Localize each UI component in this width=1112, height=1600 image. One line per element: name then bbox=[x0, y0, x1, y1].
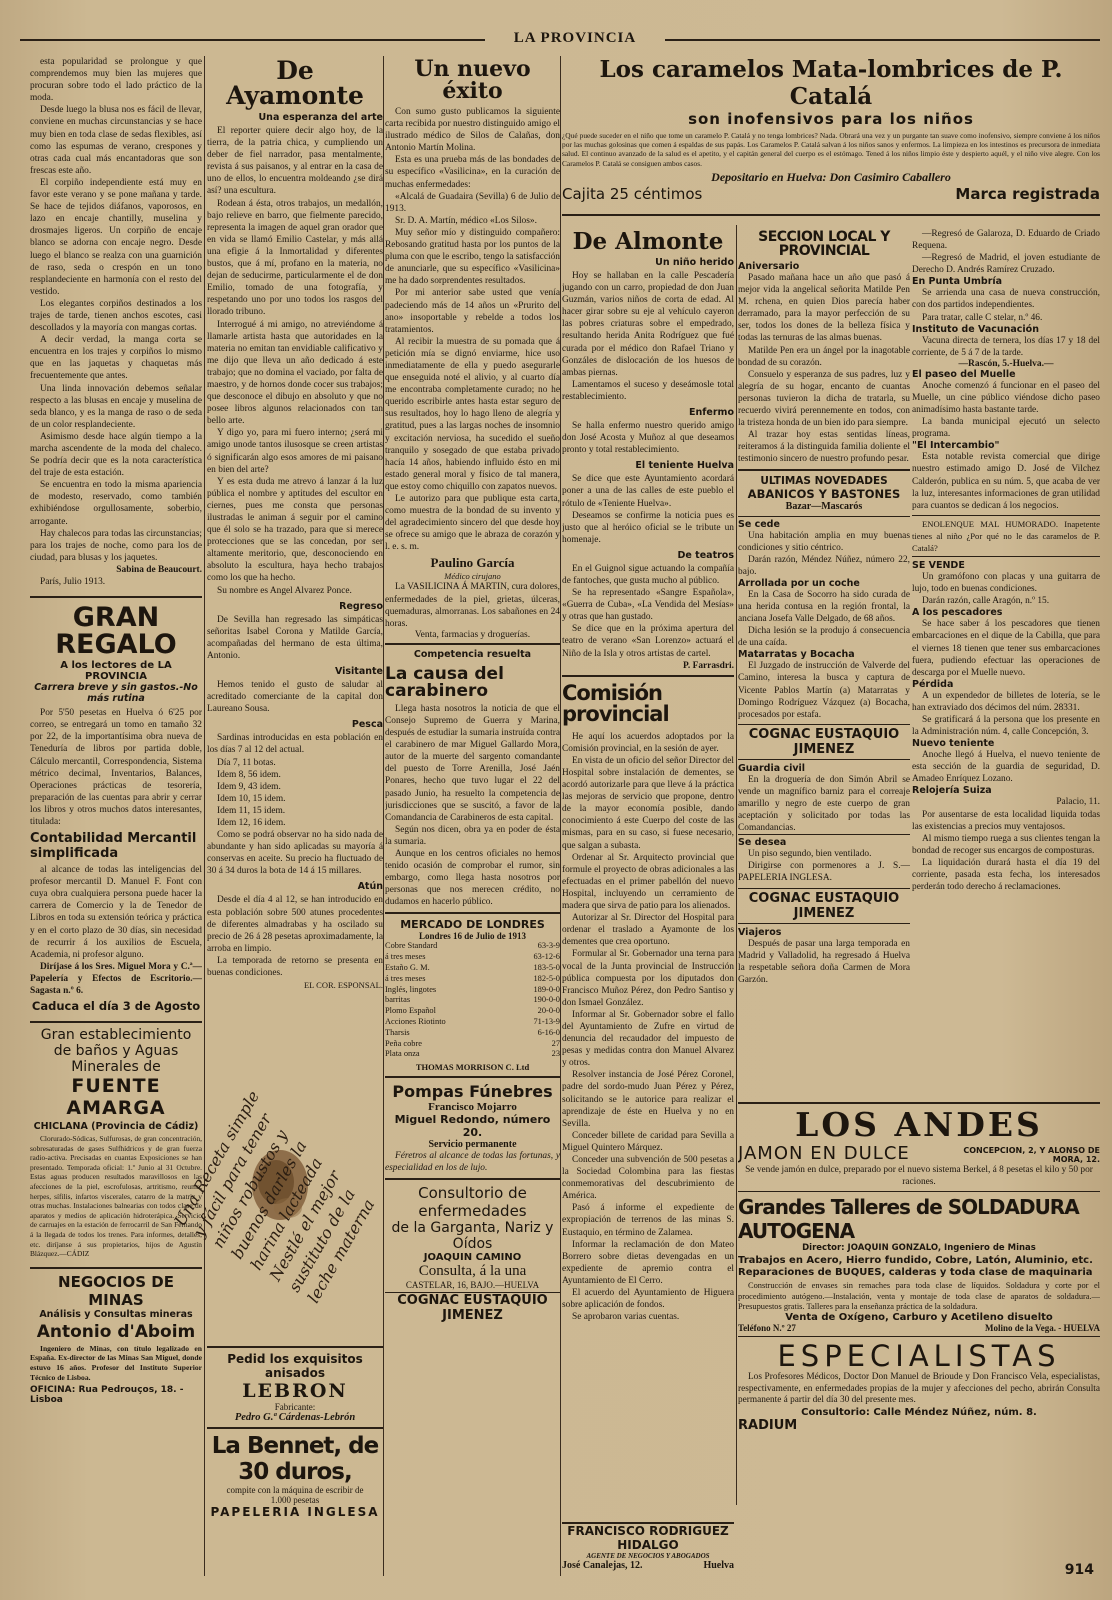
section-heading: Se cede bbox=[738, 516, 910, 530]
article-paragraph: Se encuentra en todo la misma apariencia de modesto, reservado, como también exhibiéndose orgullosamente, soberbio, arrogante. bbox=[30, 480, 202, 527]
talleres-title: Grandes Talleres de SOLDADURA AUTOGENA bbox=[738, 1195, 1079, 1244]
enolenque-ad: ENOLENQUE MAL HUMORADO. Inapetente tienes al niño ¿Por qué no le das caramelos de P. Catalá? bbox=[912, 515, 1100, 557]
hidalgo-street: José Canalejas, 12. bbox=[562, 1560, 643, 1571]
bennet-price: 1.000 pesetas bbox=[270, 1495, 320, 1505]
article-paragraph: En la Casa de Socorro ha sido curada de una herida contusa en la región frontal, la anciana Josefa Valle Delgado, de 68 años. bbox=[738, 589, 910, 625]
mercado-item: Acciones Riotinto bbox=[385, 1017, 446, 1027]
mercado-price: 190-0-0 bbox=[533, 995, 560, 1005]
pompas-text: Féretros al alcance de todas las fortunas, y especialidad en los de lujo. bbox=[385, 1151, 560, 1174]
caramelos-price: Cajita 25 céntimos bbox=[562, 184, 703, 203]
mercado-item: Plomo Español bbox=[385, 1006, 436, 1016]
column-5a bbox=[738, 228, 910, 1098]
section-heading: Arrollada por un coche bbox=[738, 577, 860, 589]
mercado-price: 189-0-0 bbox=[533, 984, 560, 994]
article-paragraph: Muy señor mío y distinguido compañero: Rebosando gratitud hasta por los puntos de la pluma con que le escribo, tengo la satisfacción de anunciarle, que su específico «Vasilicina» me ha dado sorprendentes resultados. bbox=[385, 227, 560, 287]
vacuna-address: —Rascón, 5.-Huelva.— bbox=[958, 358, 1054, 369]
gran-regalo-text: Por 5'50 pesetas en Huelva ó 6'25 por correo, se entregará un tomo en tamaño 32 por 22, de la importantísima obra nueva de Teneduría de libros por partida doble, Cálculo mercantil, Correspondencia, Sistema métrico decimal, Inventarios, Balances, Operaciones prácticas de tesorería, preparación de las cuentas para abrir y cerrar los libros y otros muchos datos interesantes, titulada: bbox=[30, 708, 202, 827]
mercado-row bbox=[385, 952, 560, 963]
consultorio-doctor: JOAQUIN CAMINO bbox=[423, 1252, 522, 1264]
signature: EL COR. ESPONSAL. bbox=[303, 980, 383, 991]
article-paragraph: Matilde Pen era un ángel por la inagotable bondad de su corazón. bbox=[738, 345, 910, 368]
bazar-products: ABANICOS Y BASTONES bbox=[747, 486, 901, 501]
section-heading: De teatros bbox=[677, 549, 734, 561]
jamon-address: CONCEPCION, 2, Y ALONSO DE MORA, 12. bbox=[963, 1146, 1100, 1164]
mercado-price: 183-5-0 bbox=[533, 963, 560, 973]
especialistas-ad bbox=[738, 1337, 1100, 1435]
article-paragraph: Se halla enfermo nuestro querido amigo don José Acosta y Muñoz al que deseamos pronto y total restablecimiento. bbox=[562, 421, 734, 456]
article-paragraph: A decir verdad, la manga corta se encuentra en los trajes y corpiños lo mismo que en las jaquetas y chaquetas más frecuentemente que antes. bbox=[30, 335, 202, 382]
jamon-text: Se vende jamón en dulce, preparado por el nuevo sistema Berkel, á 8 pesetas el kilo y 50 por raciones. bbox=[745, 1165, 1093, 1188]
article-paragraph: Conceder una subvención de 500 pesetas a la Sociedad Colombina para las fiestas conmemorativas del descubrimiento de América. bbox=[562, 1155, 734, 1202]
mercado-row bbox=[385, 1049, 560, 1060]
banos-place: CHICLANA (Provincia de Cádiz) bbox=[33, 1121, 199, 1133]
gran-regalo-sub2: Carrera breve y sin gastos.-No más rutina bbox=[34, 682, 198, 705]
article-paragraph: Consuelo y esperanza de sus padres, luz y alegría de su hogar, encanto de cuantas personas tuvieron la dicha de tratarla, su recuerdo vivirá perennemente en todos, con la tristeza honda de un bien ido para siempre. bbox=[738, 369, 910, 429]
banos-ad bbox=[30, 1021, 202, 1263]
article-paragraph: Esta notable revista comercial que dirige nuestro estimado amigo D. José de Vilchez Calderón, publica en su núm. 5, que acaba de ver la luz, interesantes informaciones de gran utilidad para cuantos se dedican á los negocios. bbox=[912, 452, 1100, 511]
masthead bbox=[20, 30, 1100, 48]
handwriting-text: Una Receta simple y fácil para tener niños robustos y buenos darles la harina lacteada Nestlé el mejor sustituto de la leche materna bbox=[170, 1087, 379, 1307]
hidalgo-name: FRANCISCO RODRIGUEZ HIDALGO bbox=[567, 1524, 729, 1552]
bazar-name: Bazar—Mascarós bbox=[785, 500, 863, 512]
bottom-right-ads bbox=[738, 1102, 1100, 1572]
mercado-price: 6-16-0 bbox=[537, 1027, 560, 1037]
column-rule bbox=[560, 56, 561, 1576]
article-paragraph: Dicha lesión se la produjo á consecuencia de una caída. bbox=[738, 626, 910, 649]
article-paragraph: Asimismo desde hace algún tiempo a la marcha ascendente de la moda del chaleco. Se podría decir que es la nota característica del traje de esta estación. bbox=[30, 431, 202, 479]
gran-regalo-ad bbox=[30, 596, 202, 1017]
minas-text: Ingeniero de Minas, con título legalizado en España. Ex-director de las Minas San Miguel, donde estuvo 16 años. Profesor del Instituto Superior Técnico de Lisboa. bbox=[30, 1343, 202, 1382]
section-heading: Pesca bbox=[351, 719, 383, 731]
cognac-ad: COGNAC EUSTAQUIO JIMENEZ bbox=[738, 888, 910, 924]
mercado-price: 27 bbox=[551, 1038, 560, 1048]
pesca-row: Día 7, 11 botas. bbox=[217, 757, 276, 768]
caramelos-subtitle: son inofensivos para los niños bbox=[688, 110, 974, 128]
hidalgo-city: Huelva bbox=[703, 1560, 734, 1571]
pompas-service: Servicio permanente bbox=[428, 1139, 517, 1151]
article-paragraph: Anoche llegó á Huelva, el nuevo teniente de esta sección de la guardia de seguridad, D. Amadeo Enríquez Lozano. bbox=[912, 750, 1100, 785]
hidalgo-ad bbox=[562, 1522, 734, 1571]
newspaper-title: LA PROVINCIA bbox=[513, 30, 637, 46]
minas-sub: Análisis y Consultas mineras bbox=[39, 1308, 193, 1320]
article-paragraph: Pasado mañana hace un año que pasó á mejor vida la angelical señorita Matilde Pen M. rchena, en quien Dios parecía haber derramado, para la mayor perfección de su ser, todos los dones de la belleza física y todas las ternuras de las almas buenas. bbox=[738, 273, 910, 344]
section-heading: Enfermo bbox=[689, 407, 734, 419]
article-paragraph: Y es esta duda me atrevo á lanzar á la luz pública el nombre y aptitudes del escultor en ciernes, pues me consta que personas ilustradas le animan á seguir por el camino que él solo se ha trazado, para que si merece protecciones que se las concedan, por ser altamente meritorio, que, desconociendo en absoluto la escultura, haya hecho trabajos como los que ha hecho. bbox=[207, 476, 383, 584]
caramelos-trademark: Marca registrada bbox=[955, 184, 1100, 203]
article-paragraph: A un expendedor de billetes de lotería, se le han extraviado dos décimos del núm. 28331. bbox=[912, 690, 1100, 713]
caramelos-footer bbox=[562, 185, 1100, 203]
caramelos-text: ¿Qué puede suceder en el niño que tome un caramelo P. Catalá y no tenga lombrices? Nada. Obrará una vez y un purgante tan suave como inofensivo, siempre conviene á los niños por las muchas golosinas que comen á espaldas de sus papás. Los Caramelos P. Catalá salvan á los niños sanos y enfermos. La limpieza en los intestinos es precursora de inmediata salud. El continuo avanzado de la salud es el apetito, y el capitán general del cuerpo es el estómago. Tened á los niños limpio éste y despierto aquél, y el niño vive alegre. Con los Caramelos P. Catalá se consiguen ambos casos. bbox=[562, 131, 1100, 168]
page-number: 914 bbox=[1064, 1562, 1094, 1578]
vasilicina-ad: La VASILICINA Á MARTIN, cura dolores, enfermedades de la piel, grietas, úlceras, quemaduras, almorranas. Los sabañones en 24 horas. bbox=[385, 582, 560, 629]
banos-name: FUENTE AMARGA bbox=[66, 1075, 166, 1120]
gran-regalo-book: Contabilidad Mercantil simplificada bbox=[30, 831, 197, 862]
pesca-row: Idem 12, 16 idem. bbox=[217, 817, 286, 828]
hidalgo-address bbox=[562, 1560, 734, 1571]
section-heading: Guardia civil bbox=[738, 762, 806, 774]
article-paragraph: Rodean á ésta, otros trabajos, un medallón, bajo relieve en barro, que fielmente parecido, representa la imagen de aquel gran orador que en vida se llamó Emilio Castelar, y más allá una efigie á la Inmortalidad y diferentes bustos, que á mí, profano en la materia, no dejan de seducirme, particularmente el de don Emilio, tomado de una fotografía, y respetando uno por uno todos los rasgos del llorado tribuno. bbox=[207, 198, 383, 318]
article-paragraph: Una linda innovación debemos señalar respecto a las blusas en encaje y muselina de seda blanco, y es la manga de raso o de seda de un color resplandeciente. bbox=[30, 383, 202, 430]
bazar-ad bbox=[738, 469, 910, 516]
mercado-row bbox=[385, 941, 560, 952]
section-heading: Se desea bbox=[738, 834, 910, 848]
column-3 bbox=[385, 56, 560, 1586]
column-rule bbox=[383, 56, 384, 1576]
article-subtitle: Una esperanza del arte bbox=[258, 112, 383, 123]
gran-regalo-caduca: Caduca el día 3 de Agosto bbox=[31, 999, 201, 1014]
dateline: París, Julio 1913. bbox=[40, 577, 106, 588]
article-paragraph: En vista de un oficio del señor Director del Hospital sobre instalación de dementes, se acordó autorizarle para que lleve á la práctica las mejoras de servicio que propone, dentro de la mayor economía posible, dando conocimiento á este Cuerpo del coste de las mismas, para en su caso, si fuese necesario, que salgan a subasta. bbox=[562, 755, 734, 851]
section-heading: Nuevo teniente bbox=[912, 738, 995, 750]
article-paragraph: Los elegantes corpiños destinados a los trajes de tarde, tienen anchos escotes, casi descollados y la mayoría con mangas cortas. bbox=[30, 298, 202, 334]
article-paragraph: En la droguería de don Simón Abril se vende un magnífico barniz para el correaje amarillo y negro de este cuerpo de gran aceptación y solicitado por todas las Comandancias. bbox=[738, 774, 910, 834]
article-paragraph: Al recibir la muestra de su pomada que á petición mía se dignó enviarme, hice uso inmediatamente de ella y puedo asegurarle que enseguida noté el alivio, y al cuarto día me encontraba completamente curado; no he querido escribirle antes hasta estar seguro de sus resultados, hoy lo hago lleno de alegría y gratitud, pues a las largas noches de insomnio y excitación nerviosa, ha sucedido el sueño tranquilo y sosegado de que estaba privado hacía 14 años, habiendo influido ésto en mi estado general moral y físico de tal manera, que estoy como chiquillo con zapatos nuevos. bbox=[385, 336, 560, 492]
section-heading: "El Intercambio" bbox=[912, 440, 1000, 452]
cognac-ad: COGNAC EUSTAQUIO JIMENEZ bbox=[738, 724, 910, 760]
article-paragraph: Un gramófono con placas y una guitarra de lujo, todo en buenas condiciones. bbox=[912, 572, 1100, 595]
talleres-director: Director: JOAQUIN GONZALO, Ingeniero de Minas bbox=[802, 1243, 1036, 1254]
article-paragraph: Dirigirse con pormenores a J. S.—PAPELERIA INGLESA. bbox=[738, 861, 910, 884]
article-paragraph: Desde el día 4 al 12, se han introducido en esta población sobre 500 atunes procedentes de diferentes almadrabas y ha oscilado su precio de 26 á 28 pesetas aproximadamente, la arroba en limpio. bbox=[207, 895, 383, 954]
mercado-row bbox=[385, 985, 560, 996]
letter-signer-title: Médico cirujano bbox=[444, 571, 501, 582]
consultorio-hours: Consulta, á la una bbox=[418, 1263, 527, 1280]
article-title-carabinero: La causa del carabinero bbox=[385, 663, 504, 701]
article-paragraph: Al trazar hoy estas sentidas líneas, reiteramos á la distinguida familia doliente el testimonio sincero de nuestro profundo pesar. bbox=[738, 430, 910, 465]
nestle-handwritten-ad bbox=[170, 1087, 380, 1307]
article-paragraph: Darán razón, Méndez Núñez, número 22, bajo. bbox=[738, 554, 910, 577]
article-paragraph: Con sumo gusto publicamos la siguiente carta recibida por nuestro distinguido amigo el ilustrado médico de Silos de Calañas, don Antonio Martín Molina. bbox=[385, 107, 560, 154]
article-paragraph: El acuerdo del Ayuntamiento de Higuera sobre aplicación de fondos. bbox=[562, 1288, 734, 1311]
gran-regalo-text3: Diríjase á los Sres. Miguel Mora y C.ª—Papelería y Efectos de Escritorio.—Sagasta n.º 6. bbox=[30, 961, 202, 996]
section-heading: Visitante bbox=[334, 666, 383, 678]
article-paragraph: He aquí los acuerdos adoptados por la Comisión provincial, en la sesión de ayer. bbox=[562, 731, 734, 754]
section-heading: El paseo del Muelle bbox=[912, 368, 1016, 380]
column-4 bbox=[562, 228, 734, 1578]
mercado-item: Peña cobre bbox=[385, 1038, 422, 1048]
mercado-row bbox=[385, 974, 560, 985]
article-paragraph: El Juzgado de instrucción de Valverde del Camino, interesa la busca y captura de Vicente Pablos Martín (a) Matarratas y Domingo Rodríguez Vázquez (a) Bocacha, procesados por estafa. bbox=[738, 661, 910, 720]
mercado-price: 63-12-6 bbox=[533, 952, 560, 962]
article-paragraph: Hay chalecos para todas las circunstancias; para los trajes de noche, como para los de ciudad, para blusas y los jaquetes. bbox=[30, 528, 202, 563]
mercado-row bbox=[385, 963, 560, 974]
lebron-ad bbox=[207, 1346, 383, 1523]
column-rule bbox=[204, 56, 205, 1576]
section-title-local: SECCION LOCAL Y PROVINCIAL bbox=[758, 229, 890, 259]
article-paragraph: Ordenar al Sr. Arquitecto provincial que formule el proyecto de obras adicionales a las efectuadas en el primer pabellón del nuevo Hospital, incluyendo un cerramiento de madera que sirva de patio para los alienados. bbox=[562, 852, 734, 912]
divider bbox=[562, 214, 1100, 216]
article-paragraph: Un piso segundo, bien ventilado. bbox=[748, 849, 872, 860]
bennet-seller: PAPELERIA INGLESA bbox=[210, 1505, 380, 1519]
article-paragraph: Deseamos se confirme la noticia pues es justo que al heróico oficial se le tribute un homenaje. bbox=[562, 510, 734, 545]
section-heading: A los pescadores bbox=[912, 607, 1003, 619]
caramelos-depositario: Depositario en Huelva: Don Casimiro Caballero bbox=[711, 169, 951, 184]
article-paragraph: —Regresó de Madrid, el joven estudiante de Derecho D. Andrés Ramírez Cruzado. bbox=[912, 253, 1100, 276]
mercado-item: á tres meses bbox=[385, 952, 426, 962]
hidalgo-profession: AGENTE DE NEGOCIOS Y ABOGADOS bbox=[586, 1552, 710, 1560]
article-paragraph: Se hace saber á los pescadores que tienen embarcaciones en el dique de la Cabilla, que para el viernes 18 tienen que tener sus embarcaciones fuera, pudiendo efectuar las operaciones de descarga por el Muelle nuevo. bbox=[912, 619, 1100, 678]
article-title-exito: Un nuevo éxito bbox=[414, 56, 531, 104]
gran-regalo-text2: al alcance de todas las inteligencias del profesor mercantil D. Manuel F. Font con cuya obra cualquiera persona puede hacer la carrera de Comercio y la de Tenedor de Libros en toda su extensión teórica y práctica y en el corto plazo de 30 días, sin necesidad de recurrir á los auxilios de Escuela, Academia, ni profesor alguno. bbox=[30, 865, 202, 960]
consultorio-specialty: de la Garganta, Nariz y Oídos bbox=[391, 1220, 554, 1253]
section-heading: Competencia resuelta bbox=[413, 648, 532, 660]
banos-title: Gran establecimiento de baños y Aguas Minerales de bbox=[40, 1027, 192, 1076]
article-paragraph: En el Guignol sigue actuando la compañía de fantoches, que gusta mucho al público. bbox=[562, 563, 734, 586]
pesca-row: Idem 10, 15 idem. bbox=[217, 793, 286, 804]
pompas-owner: Francisco Mojarro bbox=[428, 1101, 517, 1114]
article-paragraph: Pasó á informe el expediente de expropiación de terrenos de las minas S. Eustaquio, en término de Zalamea. bbox=[562, 1203, 734, 1238]
article-title-comision: Comisión provincial bbox=[562, 680, 669, 726]
minas-name: Antonio d'Aboim bbox=[36, 1321, 196, 1342]
article-paragraph: Se dice que en la próxima apertura del teatro de verano «San Lorenzo» actuará el Niño de la Isla y otros artistas de cartel. bbox=[562, 624, 734, 659]
article-paragraph: Se aprobaron varias cuentas. bbox=[572, 1312, 680, 1323]
section-heading: Matarratas y Bocacha bbox=[738, 649, 855, 661]
bazar-title: ULTIMAS NOVEDADES bbox=[760, 474, 888, 487]
article-paragraph: Conceder billete de caridad para Sevilla a Miguel Quintero Márquez. bbox=[562, 1130, 734, 1153]
article-paragraph: Su nombre es Angel Alvarez Ponce. bbox=[217, 585, 352, 596]
lebron-headline: Pedid los exquisitos anisados bbox=[227, 1352, 363, 1380]
relojeria-address: Palacio, 11. bbox=[1056, 797, 1100, 808]
section-heading: El teniente Huelva bbox=[635, 460, 734, 472]
section-heading: Un niño herido bbox=[655, 257, 734, 268]
letter-signer: Paulino García bbox=[430, 555, 515, 571]
los-andes-row bbox=[738, 1143, 1100, 1164]
minas-title: NEGOCIOS DE MINAS bbox=[58, 1272, 174, 1309]
mercado-item: Tharsis bbox=[385, 1027, 410, 1037]
article-paragraph: Sardinas introducidas en esta población en los días 7 al 12 del actual. bbox=[207, 733, 383, 756]
article-paragraph: Según nos dicen, obra ya en poder de ésta la sumaria. bbox=[385, 824, 560, 847]
article-paragraph: Interrogué á mi amigo, no atreviéndome á llamarle artista hasta que autoridades en la materia no emitan tan envidiable calificativo y me dijo que lleva un año dedicado á este trabajo; que no domina el vaciado, por falta de maestro, y de hornos donde cocer sus trabajos; que desconoce el dibujo en absoluto y que no posee libros algunos relacionados con tan bello arte. bbox=[207, 319, 383, 427]
article-title-ayamonte: De Ayamonte bbox=[226, 56, 364, 110]
article-paragraph: La liquidación durará hasta el día 19 del corriente, pasada esta fecha, los interesados perderán todo derecho á reclamaciones. bbox=[912, 857, 1100, 893]
article-paragraph: Formular al Sr. Gobernador una terna para vocal de la Junta provincial de Instrucción pública compuesta por los diputados don Francisco Muñoz Pérez, don Pedro Santiso y don Ismael González. bbox=[562, 949, 734, 1008]
article-paragraph: La banda municipal ejecutó un selecto programa. bbox=[912, 417, 1100, 440]
lebron-fabricante-label: Fabricante: bbox=[274, 1402, 316, 1412]
cognac-ad: COGNAC EUSTAQUIO JIMENEZ bbox=[385, 1292, 560, 1323]
mercado-item: Inglés, lingotes bbox=[385, 984, 437, 994]
article-paragraph: Lamentamos el suceso y deseámosle total restablecimiento. bbox=[562, 379, 734, 402]
pesca-row: Idem 8, 56 idem. bbox=[217, 769, 281, 780]
article-paragraph: Se ha representado «Sangre Española», «Guerra de Cuba», «La Vendida del Mesías» y otras que han gustado. bbox=[562, 588, 734, 623]
article-paragraph: Informar al Sr. Gobernador sobre el fallo del Ayuntamiento de Zufre en virtud de denuncia del recaudador del impuesto de pesas y medidas contra don Manuel Alvarez y otros. bbox=[562, 1009, 734, 1069]
los-andes-title: LOS ANDES bbox=[795, 1105, 1043, 1144]
consultorio-title: Consultorio de enfermedades bbox=[418, 1184, 527, 1221]
article-paragraph: Una habitación amplia en muy buenas condiciones y sitio céntrico. bbox=[738, 530, 910, 553]
article-paragraph: Para tratar, calle C stelar, n.º 46. bbox=[922, 312, 1043, 323]
column-rule bbox=[736, 225, 737, 1505]
talleres-ad bbox=[738, 1192, 1100, 1337]
gran-regalo-title: GRAN REGALO bbox=[55, 602, 177, 661]
los-andes-ad bbox=[738, 1102, 1100, 1192]
mercado-price: 20-0-0 bbox=[537, 1006, 560, 1016]
section-heading: Regreso bbox=[339, 600, 383, 612]
bennet-text: compite con la máquina de escribir de bbox=[226, 1485, 364, 1495]
mercado-item: barritas bbox=[385, 995, 411, 1005]
talleres-phone: Teléfono N.º 27 bbox=[738, 1323, 796, 1334]
talleres-text: Construcción de envases sin remaches para toda clase de líquidos. Soldadura y corte por el procedimiento autógeno.—Instalación, venta y montaje de toda clase de aparatos de soldadura.—Presupuestos gratis. Talleres para la enseñanza práctica de la soldadura. bbox=[738, 1281, 1100, 1311]
section-heading: SE VENDE bbox=[912, 560, 965, 572]
signature: Sabina de Beaucourt. bbox=[116, 564, 202, 575]
article-paragraph: El reporter quiere decir algo hoy, de la tierra, de la patria chica, y cumpliendo un deber de fiel narrador, pasa mentalmente, revista á sus paisanos, y al entrar en la casa de uno de ellos, lo encuentra moldeando ¿se dirá así? una escultura. bbox=[207, 126, 383, 197]
article-paragraph: —Regresó de Galaroza, D. Eduardo de Criado Requena. bbox=[912, 229, 1100, 252]
lebron-fabricante: Pedro G.ª Cárdenas-Lebrón bbox=[234, 1412, 356, 1423]
radium-label: RADIUM bbox=[738, 1417, 798, 1433]
article-paragraph: Autorizar al Sr. Director del Hospital para ordenar el traslado a Ayamonte de los dementes que crea oportuno. bbox=[562, 913, 734, 948]
article-paragraph: Hoy se hallaban en la calle Pescadería jugando con un carro, propiedad de don Juan Guzmán, varios niños de corta de edad. Al hacer girar sobre su eje al vehículo cayeron las pobres criaturas sobre el empedrado, resultando herida Anita Rodríguez que fué curada por el médico don Rafael Triano y Gonzáles de dislocación de los huesos de ambas piernas. bbox=[562, 271, 734, 378]
banos-text: Clorurado-Sódicas, Sulfurosas, de gran concentración, sobresaturadas de gases Sulfhídricos y de gran fuerza radio-activa. Precisadas en cuantas Exposiciones se han presentado. Temporada oficial: 1.º Junio al 31 Octubre. Estas aguas producen resultados maravillosos en las afecciones de la piel, escrofulosas, artritismo, reuma, herpes, sífilis, infartos viscerales, catarro de la matriz y otras muchas. Instalaciones balnearias con todos clase de aparatos y medios de aplicación hidroterápica. Servicio de carruajes en la estación de ferrocarril de San Fernando á la llegada de todos los trenes. Para informes, detalles, etc. diríjanse á sus propietarios, hijos de Agustín Blázquez.—CÁDIZ bbox=[30, 1134, 202, 1259]
column-1 bbox=[30, 56, 202, 1586]
mercado-price: 182-5-0 bbox=[533, 973, 560, 983]
article-paragraph: Le autorizo para que publique esta carta, como muestra de la bondad de su invento y del agradecimiento sincero del que desde hoy se ofrece su amigo que le abraza de corazón y l. e. s. m. bbox=[385, 494, 560, 553]
pompas-ad bbox=[385, 1076, 560, 1178]
article-paragraph: Se dice que este Ayuntamiento acordará poner a una de las calles de este pueblo el rótulo de «Teniente Huelva». bbox=[562, 474, 734, 509]
caramelos-ad bbox=[562, 56, 1100, 216]
article-paragraph: Se gratificará á la persona que los presente en la Administración núm. 4, calle Concepción, 3. bbox=[912, 715, 1100, 738]
bennet-headline: La Bennet, de 30 duros, bbox=[211, 1433, 379, 1485]
masthead-rule-right bbox=[665, 39, 1100, 41]
section-heading: Viajeros bbox=[738, 926, 782, 938]
especialistas-address: Consultorio: Calle Méndez Núñez, núm. 8. bbox=[801, 1406, 1037, 1418]
talleres-oxygen: Venta de Oxígeno, Carburo y Acetileno disuelto bbox=[785, 1312, 1053, 1324]
pompas-address: Miguel Redondo, número 20. bbox=[394, 1113, 551, 1140]
mercado-item: Estaño G. M. bbox=[385, 963, 430, 973]
mercado-row bbox=[385, 1006, 560, 1017]
article-paragraph: esta popularidad se prolongue y que comprendemos muy bien las mujeres que procuran sobre todo el lado práctico de la moda. bbox=[30, 57, 202, 104]
pesca-row: Idem 9, 43 idem. bbox=[217, 781, 281, 792]
article-paragraph: Resolver instancia de José Pérez Coronel, padre del sordo-mudo Juan Pérez y Pérez, solicitando se le autorice para realizar el aprendizaje de éste en Huelva y no en Sevilla. bbox=[562, 1070, 734, 1129]
article-paragraph: La temporada de retorno se presenta en buenas condiciones. bbox=[207, 955, 383, 978]
talleres-address: Molino de la Vega. - HUELVA bbox=[984, 1323, 1100, 1334]
article-paragraph: Se arrienda una casa de nueva construcción, con dos partidos independientes. bbox=[912, 288, 1100, 311]
talleres-footer bbox=[738, 1323, 1100, 1333]
mercado-row bbox=[385, 1017, 560, 1028]
article-paragraph: Informar la reclamación de don Mateo Borrero sobre dietas devengadas en un expediente de apremio contra el Ayuntamiento de El Cerro. bbox=[562, 1239, 734, 1286]
pompas-title: Pompas Fúnebres bbox=[392, 1082, 553, 1102]
article-paragraph: Anoche comenzó á funcionar en el paseo del Muelle, un cine público viéndose dicho paseo animadísimo hasta bastante tarde. bbox=[912, 380, 1100, 416]
minas-office: OFICINA: Rua Pedrouços, 18. - Lisboa bbox=[30, 1385, 184, 1406]
mercado-price: 23 bbox=[551, 1049, 560, 1059]
consultorio-ad bbox=[385, 1178, 560, 1327]
mercado-title: MERCADO DE LONDRES bbox=[400, 918, 545, 932]
mercado-row bbox=[385, 1039, 560, 1050]
article-paragraph: Como se podrá observar no ha sido nada de abundante y han sido aplicadas su mayoría á conservas en aceite. Su precio ha fluctuado de 30 á 34 duros la bota de 14 á 15 millares. bbox=[207, 830, 383, 877]
mercado-item: Cobre Standard bbox=[385, 941, 438, 951]
article-paragraph: Desde luego la blusa nos es fácil de llevar, conviene en muchas circunstancias y se hace muy bien en toda clase de sedas flexibles, así como las espumas de verano, crespones y otras cada cual más encantadoras que son frescas este año. bbox=[30, 105, 202, 176]
article-paragraph: Esta es una prueba más de las bondades de su específico «Vasilicina», en la curación de muchas enfermedades: bbox=[385, 155, 560, 190]
jamon-title: JAMON EN DULCE bbox=[738, 1143, 910, 1164]
talleres-work: Trabajos en Acero, Hierro fundido, Cobre, Latón, Aluminio, etc. Reparaciones de BUQUES, calderas y toda clase de maquinaria bbox=[738, 1255, 1093, 1279]
mercado-date: Londres 16 de Julio de 1913 bbox=[418, 931, 527, 942]
article-paragraph: Y digo yo, para mi fuero interno; ¿será mi amigo unode tantos ilusosque se creen artistas ó significarán algo esos amores de mi paisano en bien del arte? bbox=[207, 428, 383, 475]
article-paragraph: Sr. D. A. Martín, médico «Los Silos». bbox=[395, 215, 537, 226]
section-heading: Aniversario bbox=[738, 261, 800, 272]
mercado-item: Plata onza bbox=[385, 1049, 420, 1059]
article-paragraph: Por ausentarse de esta localidad liquida todas las existencias a precios muy ventajosos. bbox=[912, 809, 1100, 832]
article-paragraph: Al mismo tiempo ruega a sus clientes tengan la bondad de recoger sus encargos de composturas. bbox=[912, 833, 1100, 856]
vasilicina-sale: Venta, farmacias y droguerías. bbox=[414, 629, 531, 640]
article-paragraph: El corpiño independiente está muy en favor este verano y se pone mañana y tarde. Se hace de tejidos diáfanos, vaporosos, en lazo en encaje chantilly, muselina y drosmajes ligeros. Un corpiño de encaje blanco se adorna con encaje negro. Desde luego el blanco se realza con una guarnición de raso, seda o crespón en un tono resplandeciente en harmonía con el resto del vestido. bbox=[30, 177, 202, 297]
article-paragraph: «Alcalá de Guadaira (Sevilla) 6 de Julio de 1913. bbox=[385, 191, 560, 214]
mercado-row bbox=[385, 995, 560, 1006]
signature: P. Farrasdri. bbox=[683, 660, 734, 671]
article-paragraph: Vacuna directa de ternera, los días 17 y 18 del corriente, de 5 á 7 de la tarde. bbox=[912, 335, 1100, 358]
article-paragraph: Por mi anterior sabe usted que venía padeciendo más de 14 años un «Prurito del ano» insoportable y rebelde a todos los tratamientos. bbox=[385, 288, 560, 335]
column-5b bbox=[912, 228, 1100, 1098]
masthead-rule-left bbox=[20, 39, 485, 41]
especialistas-title: ESPECIALISTAS bbox=[777, 1339, 1061, 1374]
caramelos-title: Los caramelos Mata-lombrices de P. Catalá bbox=[599, 56, 1063, 110]
mercado-row bbox=[385, 1028, 560, 1039]
section-heading: Atún bbox=[357, 881, 383, 893]
mercado-source: THOMAS MORRISON C. Ltd bbox=[415, 1062, 530, 1073]
especialistas-text: Los Profesores Médicos, Doctor Don Manuel de Brioude y Don Francisco Vela, especialistas, respectivamente, en enfermedades propias de la mujer y afecciones del pecho, abrirán Consulta permanente á partir del día 30 del presente mes. bbox=[738, 1372, 1100, 1406]
article-paragraph: De Sevilla han regresado las simpáticas señoritas Isabel Corona y Matilde García, acompañadas del hermano de esta última, Antonio. bbox=[207, 614, 383, 661]
mercado-price: 63-3-9 bbox=[537, 941, 560, 951]
minas-ad bbox=[30, 1267, 202, 1409]
mercado-londres bbox=[385, 912, 560, 1076]
section-heading: En Punta Umbría bbox=[912, 276, 1003, 288]
article-paragraph: Aunque en los centros oficiales no hemos tenido ocasión de comprobar el rumor, sin embargo, como llega hasta nosotros por personas que nos merecen crédito, no dudamos en hacerlo público. bbox=[385, 848, 560, 908]
pesca-row: Idem 11, 15 idem. bbox=[217, 805, 286, 816]
gran-regalo-sub: A los lectores de LA PROVINCIA bbox=[60, 660, 172, 683]
section-heading: Instituto de Vacunación bbox=[912, 323, 1039, 335]
article-paragraph: Después de pasar una larga temporada en Madrid y Valladolid, ha regresado á Huelva la respetable señora doña Carmen de Mora Garzón. bbox=[738, 938, 910, 985]
mercado-table bbox=[385, 941, 560, 1060]
section-heading: Pérdida bbox=[912, 678, 954, 690]
section-heading: Relojería Suiza bbox=[912, 785, 992, 797]
lebron-brand: LEBRON bbox=[242, 1380, 348, 1402]
article-title-almonte: De Almonte bbox=[572, 228, 724, 255]
mercado-price: 71-13-9 bbox=[533, 1017, 560, 1027]
mercado-item: á tres meses bbox=[385, 973, 426, 983]
article-paragraph: Llega hasta nosotros la noticia de que el Consejo Supremo de Guerra y Marina, después de estudiar la sumaria instruída contra el carabinero de mar Miguel Gallardo Mora, autor de la muerte del sargento comandante del puesto de Torre Arenilla, José Jaén Ponares, hecho que tuvo lugar el 22 del pasado Junio, ha resuelto la competencia de jurisdicciones que se suscitó, a favor de la Comandancia de Carabineros de esta capital. bbox=[385, 703, 560, 823]
consultorio-address: CASTELAR, 16, BAJO.—HUELVA bbox=[405, 1280, 540, 1291]
article-paragraph: Darán razón, calle Aragón, n.º 15. bbox=[922, 596, 1050, 607]
article-paragraph: Hemos tenido el gusto de saludar al acreditado comerciante de la capital don Laureano Sousa. bbox=[207, 680, 383, 715]
